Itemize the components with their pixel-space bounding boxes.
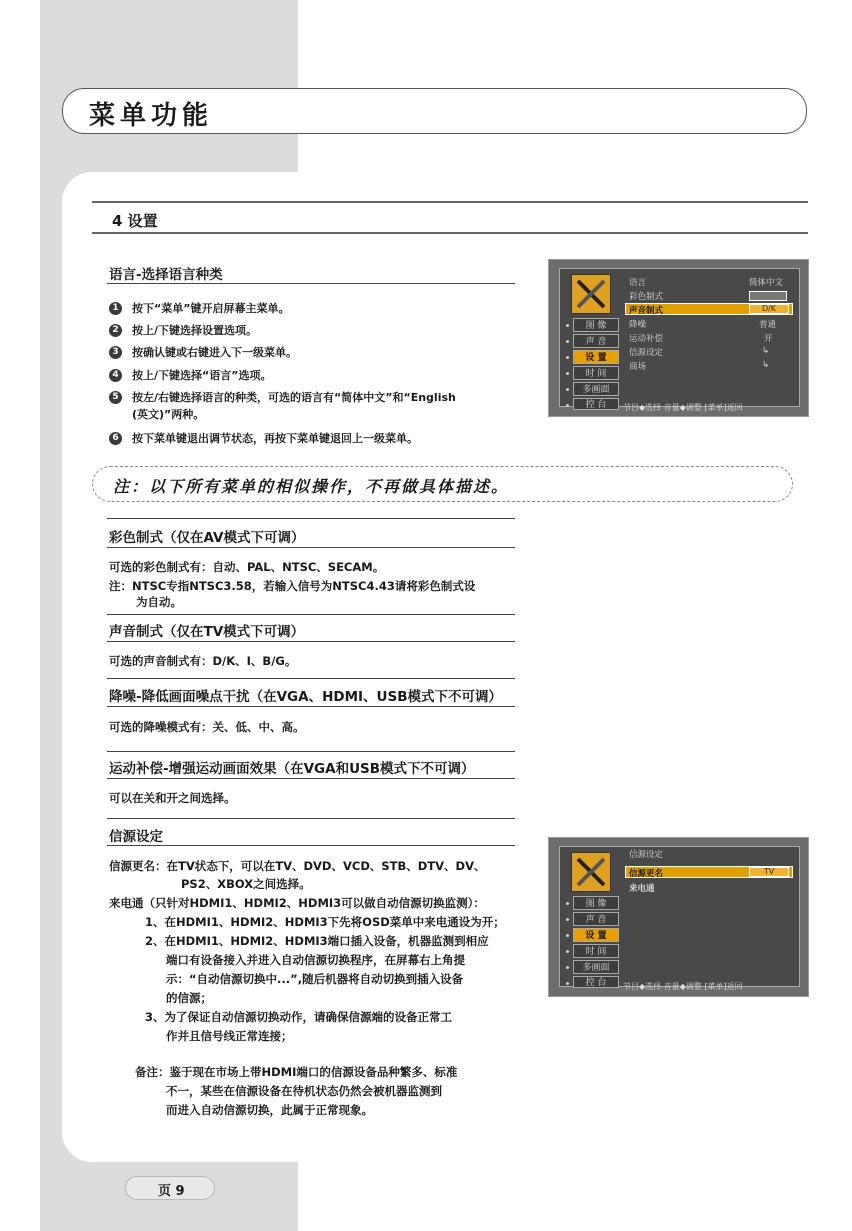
- language-step-1: 按下“菜单”键开启屏幕主菜单。: [132, 302, 290, 315]
- osd-tab-multi[interactable]: 多画面: [573, 960, 619, 974]
- step-bullet-1: 1: [109, 302, 122, 315]
- osd-row-label: 运动补偿: [629, 334, 664, 344]
- source-point-3-cont: 作并且信号线正常连接；: [166, 1029, 293, 1043]
- rule: [107, 641, 515, 642]
- source-remark-cont: 不一，某些在信源设备在待机状态仍然会被机器监测到: [166, 1084, 442, 1098]
- rule: [107, 518, 515, 519]
- osd-footer: 节目◆选择 音量◆调整 [菜单]返回: [623, 403, 743, 412]
- osd-footer: 节目◆选择 音量◆调整 [菜单]返回: [623, 982, 743, 991]
- language-step-4: 按上/下键选择“语言”选项。: [132, 369, 272, 382]
- step-bullet-6: 6: [109, 432, 122, 445]
- osd-title: 信源设定: [629, 850, 664, 860]
- source-point-2-cont: 的信源；: [166, 991, 212, 1005]
- source-heading: 信源设定: [109, 829, 163, 845]
- osd-row-label: 语言: [629, 278, 647, 288]
- language-heading: 语言-选择语言种类: [109, 267, 223, 283]
- osd-row-value: 开: [764, 334, 773, 344]
- chapter-title: 菜单功能: [89, 101, 214, 131]
- osd-row-label: 来电通: [629, 884, 655, 894]
- motion-options: 可以在关和开之间选择。: [109, 791, 236, 805]
- osd-tab-picture[interactable]: 图 像: [573, 896, 619, 910]
- color-system-heading: 彩色制式（仅在AV模式下可调）: [109, 530, 305, 546]
- osd-row-value-box: D/K: [749, 304, 789, 314]
- motion-heading: 运动补偿-增强运动画面效果（在VGA和USB模式下不可调）: [109, 761, 475, 777]
- osd-row-label: 商场: [629, 362, 647, 372]
- rule: [107, 845, 515, 846]
- source-point-1: 1、在HDMI1、HDMI2、HDMI3下先将OSD菜单中来电通设为开；: [145, 915, 505, 929]
- source-point-2: 2、在HDMI1、HDMI2、HDMI3端口插入设备，机器监测到相应: [145, 934, 489, 948]
- step-bullet-3: 3: [109, 346, 122, 359]
- noise-options: 可选的降噪模式有：关、低、中、高。: [109, 720, 305, 734]
- osd-tab-settings[interactable]: 设 置: [573, 350, 619, 364]
- rule: [107, 818, 515, 819]
- arrow-icon: ↳: [762, 360, 770, 370]
- color-system-note-cont: 为自动。: [136, 595, 182, 609]
- rule: [107, 706, 515, 707]
- osd-tab-settings[interactable]: 设 置: [573, 928, 619, 942]
- rule: [107, 547, 515, 548]
- osd-tab-console[interactable]: 控 台: [573, 398, 619, 410]
- color-system-options: 可选的彩色制式有：自动、PAL、NTSC、SECAM。: [109, 560, 385, 574]
- osd-tab-time[interactable]: 时 间: [573, 944, 619, 958]
- osd-row-label: 信源更名: [629, 869, 664, 879]
- osd-row-label: 彩色制式: [629, 292, 664, 302]
- source-rename-line2: PS2、XBOX之间选择。: [181, 877, 311, 891]
- osd-settings-screenshot: [548, 259, 809, 417]
- osd-tab-sound[interactable]: 声 音: [573, 912, 619, 926]
- osd-row-value: 普通: [759, 320, 777, 330]
- section-top-rule: [92, 201, 808, 203]
- source-auto-heading: 来电通（只针对HDMI1、HDMI2、HDMI3可以做自动信源切换监测）：: [109, 896, 485, 910]
- section-title: 4 设置: [112, 212, 158, 230]
- section-bottom-rule: [92, 232, 808, 234]
- source-remark-cont: 而进入自动信源切换，此属于正常现象。: [166, 1103, 373, 1117]
- arrow-icon: ↳: [762, 346, 770, 356]
- language-step-5: 按左/右键选择语言的种类，可选的语言有“简体中文”和“English: [132, 391, 456, 404]
- osd-tab-picture[interactable]: 图 像: [573, 318, 619, 332]
- rule: [107, 751, 515, 752]
- osd-source-screenshot: [548, 837, 809, 997]
- page-number: 页 9: [158, 1184, 185, 1199]
- source-point-2-cont: 示：“自动信源切换中...”,随后机器将自动切换到插入设备: [166, 972, 464, 986]
- language-rule: [107, 283, 515, 284]
- step-bullet-4: 4: [109, 369, 122, 382]
- osd-tab-sound[interactable]: 声 音: [573, 334, 619, 348]
- language-step-2: 按上/下键选择设置选项。: [132, 324, 258, 337]
- osd-row-value-box: TV: [749, 867, 789, 877]
- osd-row-label: 信源设定: [629, 348, 664, 358]
- source-remark: 备注：鉴于现在市场上带HDMI端口的信源设备品种繁多、标准: [135, 1065, 458, 1079]
- source-point-2-cont: 端口有设备接入并进入自动信源切换程序，在屏幕右上角提: [166, 953, 465, 967]
- sound-system-heading: 声音制式（仅在TV模式下可调）: [109, 624, 305, 640]
- rule: [107, 614, 515, 615]
- rule: [107, 678, 515, 679]
- osd-row-label: 降噪: [629, 320, 647, 330]
- language-step-6: 按下菜单键退出调节状态，再按下菜单键退回上一级菜单。: [132, 432, 418, 445]
- note-box: [92, 466, 793, 502]
- osd-tab-time[interactable]: 时 间: [573, 366, 619, 380]
- step-bullet-2: 2: [109, 324, 122, 337]
- color-system-note: 注：NTSC专指NTSC3.58，若输入信号为NTSC4.43请将彩色制式设: [109, 579, 476, 593]
- chapter-title-box: [62, 88, 807, 134]
- language-step-5-cont: (英文)”两种。: [132, 408, 205, 421]
- osd-tab-multi[interactable]: 多画面: [573, 382, 619, 396]
- source-point-3: 3、为了保证自动信源切换动作，请确保信源端的设备正常工: [145, 1010, 452, 1024]
- sound-system-options: 可选的声音制式有：D/K、I、B/G。: [109, 654, 297, 668]
- page-number-pill: [125, 1176, 215, 1200]
- tools-icon: [571, 274, 611, 314]
- language-step-3: 按确认键或右键进入下一级菜单。: [132, 346, 297, 359]
- note-text: 注：以下所有菜单的相似操作，不再做具体描述。: [113, 477, 510, 496]
- tools-icon: [571, 852, 611, 892]
- noise-heading: 降噪-降低画面噪点干扰（在VGA、HDMI、USB模式下不可调）: [109, 689, 503, 705]
- source-rename-line1: 信源更名：在TV状态下，可以在TV、DVD、VCD、STB、DTV、DV、: [109, 859, 486, 873]
- rule: [107, 778, 515, 779]
- osd-row-value: 简体中文: [749, 278, 784, 288]
- step-bullet-5: 5: [109, 391, 122, 404]
- osd-tab-console[interactable]: 控 台: [573, 976, 619, 988]
- osd-row-value-box: [749, 291, 787, 301]
- osd-row-label: 声音制式: [629, 306, 664, 316]
